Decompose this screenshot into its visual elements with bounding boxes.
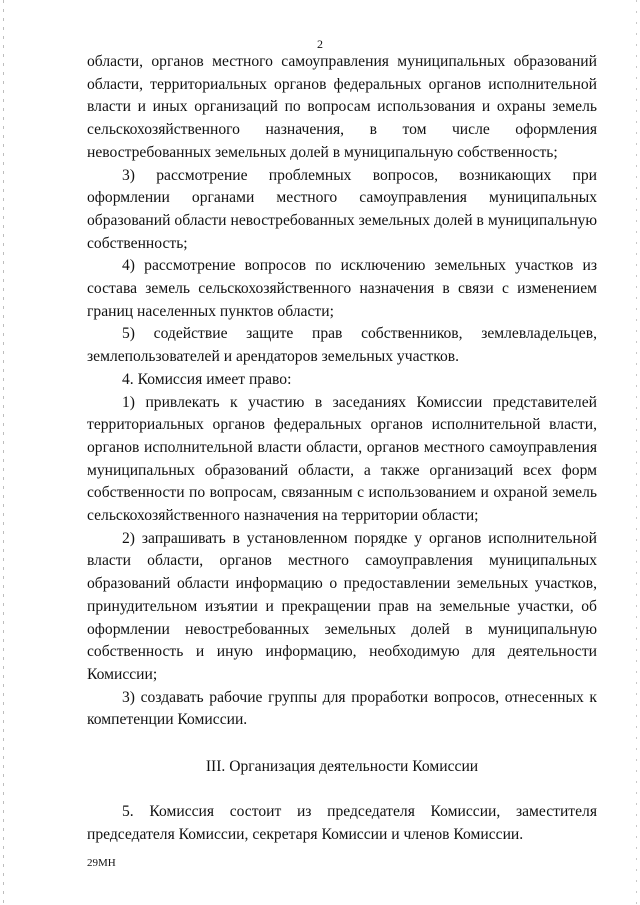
scan-edge-right xyxy=(636,0,637,905)
page-number: 2 xyxy=(317,37,323,51)
paragraph-item-5: 5) содействие защите прав собственников, землевладельцев, землепользователей и арендаторов земельных участков. xyxy=(87,325,597,366)
paragraph-rights-heading: 4. Комиссия имеет право: xyxy=(122,370,292,388)
paragraph-item-4: 4) рассмотрение вопросов по исключению земельных участков из состава земель сельскохозяйственного назначения в связи с изменением границ населенных пунктов области; xyxy=(87,257,597,320)
footer-document-code: 29МН xyxy=(87,857,116,869)
paragraph-composition: 5. Комиссия состоит из председателя Комиссии, заместителя председателя Комиссии, секретаря Комиссии и членов Комиссии. xyxy=(87,802,597,843)
scan-edge-left xyxy=(3,0,4,905)
paragraph-right-1: 1) привлекать к участию в заседаниях Комиссии представителей территориальных органов федеральных органов исполнительной власти, органов исполнительной власти области, органов местного самоуправления муниципальных образований области, а также организаций всех форм собственности по вопросам, связанным с использованием и охраной земель сельскохозяйственного назначения на территории области; xyxy=(87,393,597,525)
document-body xyxy=(87,51,597,846)
section-heading: III. Организация деятельности Комиссии xyxy=(205,758,479,776)
paragraph-right-3: 3) создавать рабочие группы для проработки вопросов, отнесенных к компетенции Комиссии. xyxy=(87,688,597,729)
paragraph-item-3: 3) рассмотрение проблемных вопросов, возникающих при оформлении органами местного самоуправления муниципальных образований области невостребованных земельных долей в муниципальную собственность; xyxy=(87,166,597,252)
paragraph-continuation: области, органов местного самоуправления муниципальных образований области, территориальных органов федеральных органов исполнительной власти и иных организаций по вопросам использования и охраны земель сельскохозяйственного назначения, в том числе оформления невостребованных земельных долей в муниципальную собственность; xyxy=(87,53,597,161)
paragraph-right-2: 2) запрашивать в установленном порядке у органов исполнительной власти области, органов местного самоуправления муниципальных образований области информацию о предоставлении земельных участков, принудительном изъятии и прекращении прав на земельные участки, об оформлении невостребованных земельных долей в муниципальную собственность и иную информацию, необходимую для деятельности Комиссии; xyxy=(87,529,597,683)
